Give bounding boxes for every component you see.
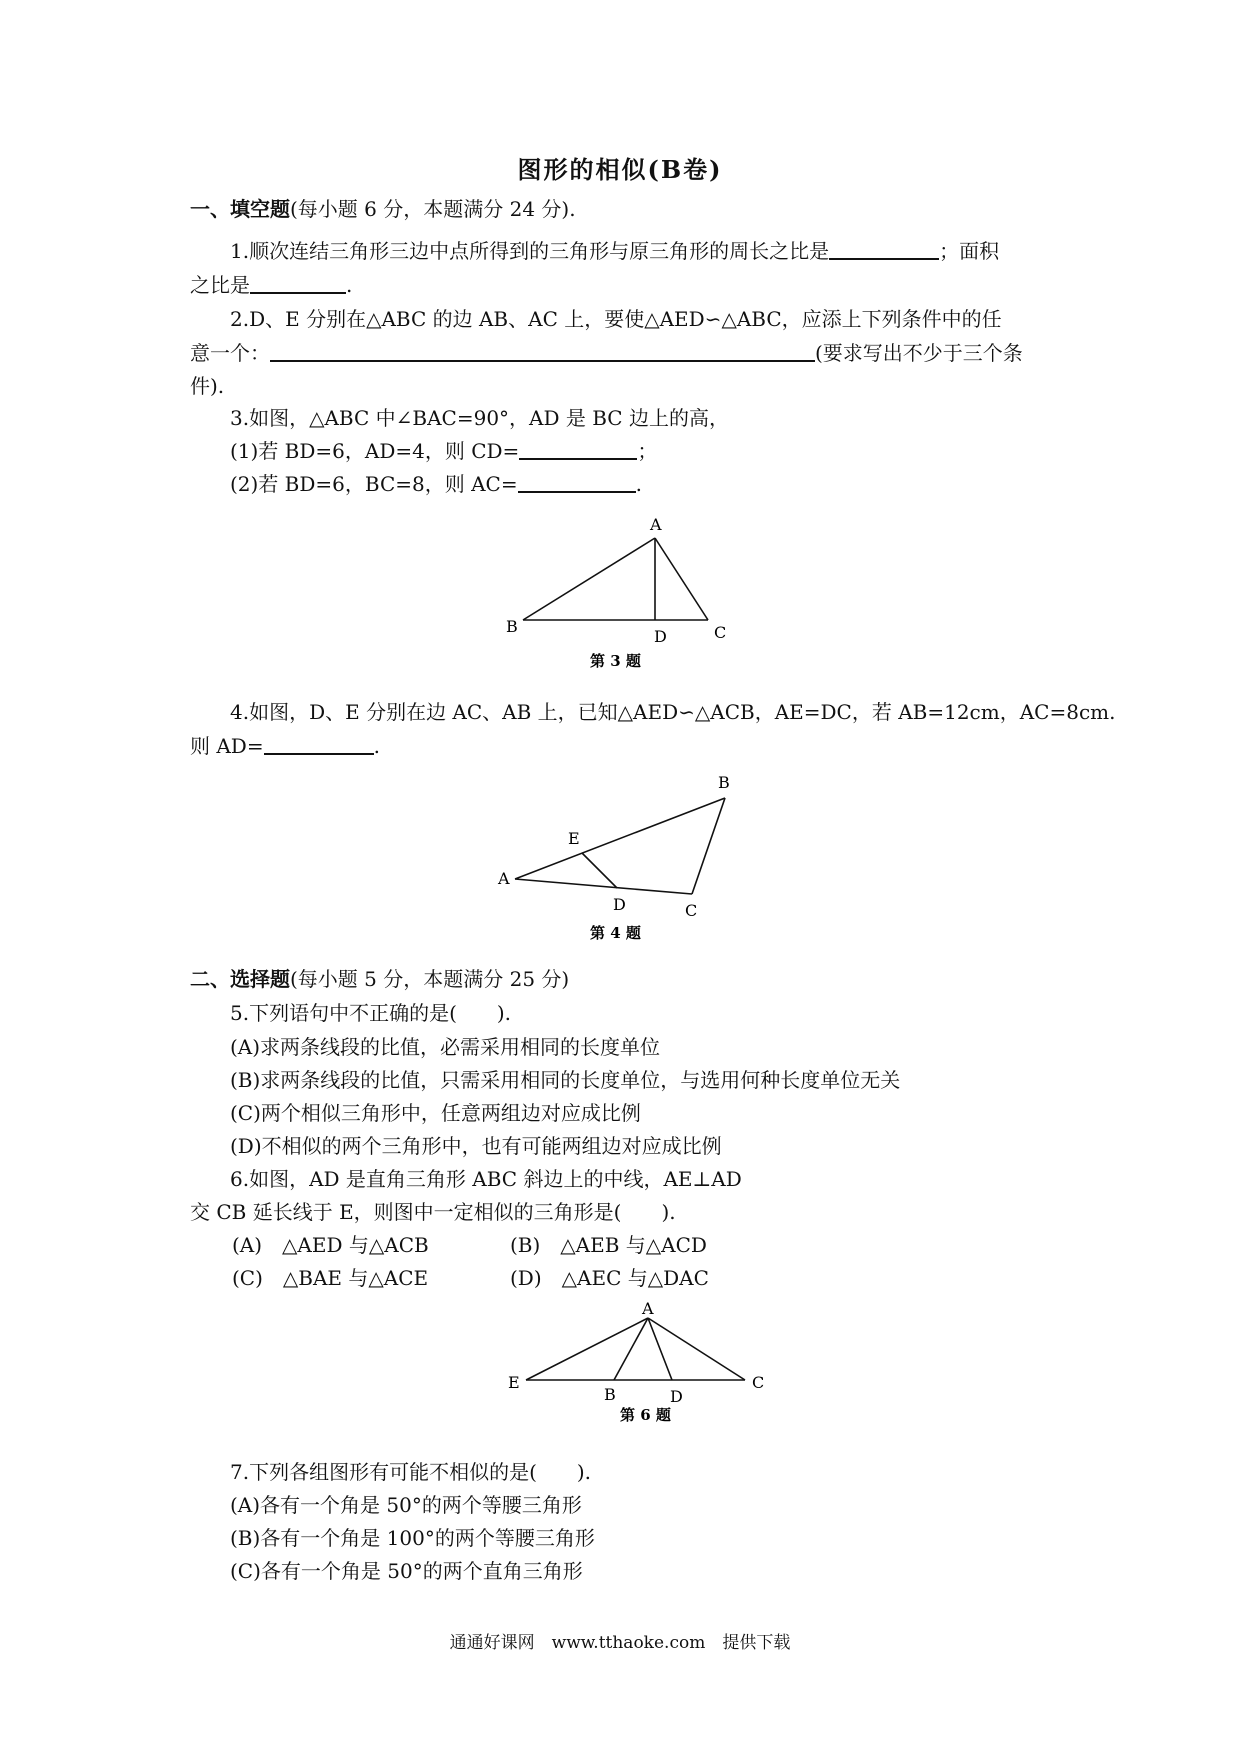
fig3-side-ac [655, 538, 708, 620]
q7-option-a[interactable]: (A)各有一个角是 50°的两个等腰三角形 [230, 1493, 582, 1517]
fig6-label-b: B [604, 1385, 616, 1404]
q4-line2 [190, 733, 380, 759]
fig4-label-b: B [718, 773, 730, 792]
fig3-label-a: A [650, 515, 662, 534]
fig3-label-c: C [714, 623, 727, 642]
q1-text-ratio: 之比是 [190, 273, 250, 297]
fig4-label-e: E [568, 829, 580, 848]
q4-period: . [373, 734, 380, 758]
footer-source: 通通好课网 www.tthaoke.com 提供下载 [449, 1633, 791, 1653]
fig6-label-d: D [670, 1387, 683, 1406]
q5-option-c[interactable]: (C)两个相似三角形中，任意两组边对应成比例 [230, 1101, 641, 1125]
q3-stem: 3.如图，△ABC 中∠BAC=90°，AD 是 BC 边上的高， [230, 406, 729, 430]
fig6-caption: 第 6 题 [620, 1406, 671, 1424]
q3-sub1-end: ； [637, 439, 658, 463]
q7-option-c[interactable]: (C)各有一个角是 50°的两个直角三角形 [230, 1559, 583, 1583]
section2-header [190, 966, 569, 992]
q2-line1: 2.D、E 分别在△ABC 的边 AB、AC 上，要使△AED∽△ABC，应添上下列条件中的任 [230, 307, 1002, 331]
page-title: 图形的相似(B卷) [517, 155, 723, 184]
q1-line1 [230, 238, 999, 264]
q2-blank-conditions[interactable] [270, 340, 815, 362]
q5-option-a[interactable]: (A)求两条线段的比值，必需采用相同的长度单位 [230, 1035, 661, 1059]
q6-option-c[interactable]: (C) △BAE 与△ACE [232, 1266, 429, 1290]
fig4-label-d: D [613, 895, 626, 914]
section1-heading: 一、填空题 [190, 197, 290, 221]
fig4-side-bc [692, 798, 725, 894]
q1-text-area: ；面积 [939, 239, 1000, 263]
q6-stem-line1: 6.如图，AD 是直角三角形 ABC 斜边上的中线，AE⊥AD [230, 1167, 742, 1191]
section2-heading: 二、选择题 [190, 967, 290, 991]
figure-3 [490, 508, 740, 678]
fig3-side-ab [523, 538, 655, 620]
q4-line1: 4.如图，D、E 分别在边 AC、AB 上，已知△AED∽△ACB，AE=DC，若 AB=12cm，AC=8cm. [230, 700, 1116, 724]
section1-note: (每小题 6 分，本题满分 24 分). [290, 197, 576, 221]
section2-note: (每小题 5 分，本题满分 25 分) [290, 967, 570, 991]
fig3-label-d: D [654, 627, 667, 646]
q2-text-require: (要求写出不少于三个条 [815, 341, 1023, 365]
q4-blank-ad[interactable] [264, 733, 374, 755]
q3-blank-cd[interactable] [519, 438, 637, 460]
q7-option-b[interactable]: (B)各有一个角是 100°的两个等腰三角形 [230, 1526, 595, 1550]
q3-sub1 [230, 438, 657, 464]
fig4-caption: 第 4 题 [590, 924, 641, 942]
q5-option-d[interactable]: (D)不相似的两个三角形中，也有可能两组边对应成比例 [230, 1134, 722, 1158]
fig6-segment-ae [526, 1318, 648, 1380]
q3-sub1-text: (1)若 BD=6，AD=4，则 CD= [230, 439, 520, 463]
fig6-segment-ac [648, 1318, 745, 1380]
q7-stem: 7.下列各组图形有可能不相似的是( ). [230, 1460, 592, 1484]
figure-4 [490, 766, 750, 946]
q6-option-d[interactable]: (D) △AEC 与△DAC [510, 1266, 709, 1290]
figure-6 [500, 1296, 770, 1426]
q6-option-b[interactable]: (B) △AEB 与△ACD [510, 1233, 707, 1257]
fig6-label-c: C [752, 1373, 765, 1392]
q1-blank-perimeter[interactable] [829, 238, 939, 260]
q1-text: 1.顺次连结三角形三边中点所得到的三角形与原三角形的周长之比是 [230, 239, 830, 263]
fig4-segment-ed [582, 853, 617, 888]
fig3-caption: 第 3 题 [590, 652, 641, 670]
q1-period: . [346, 273, 353, 297]
fig6-label-e: E [508, 1373, 520, 1392]
fig3-label-b: B [506, 617, 518, 636]
q5-stem: 5.下列语句中不正确的是( ). [230, 1001, 512, 1025]
q3-sub2-end: . [635, 472, 642, 496]
q2-line2 [190, 340, 1023, 366]
q3-sub2 [230, 471, 642, 497]
q1-line2 [190, 272, 352, 298]
q6-stem-line2: 交 CB 延长线于 E，则图中一定相似的三角形是( ). [190, 1200, 676, 1224]
q2-line3: 件). [190, 374, 225, 398]
fig4-label-a: A [498, 869, 510, 888]
fig6-segment-ad [648, 1318, 672, 1380]
q2-text-any: 意一个： [190, 341, 270, 365]
q1-blank-area[interactable] [250, 272, 346, 294]
fig4-side-ac [515, 879, 692, 894]
q3-sub2-text: (2)若 BD=6，BC=8，则 AC= [230, 472, 518, 496]
q3-blank-ac[interactable] [518, 471, 636, 493]
fig6-label-a: A [642, 1299, 654, 1318]
q6-option-a[interactable]: (A) △AED 与△ACB [232, 1233, 429, 1257]
section1-header [190, 196, 576, 222]
fig4-label-c: C [685, 901, 698, 920]
q5-option-b[interactable]: (B)求两条线段的比值，只需采用相同的长度单位，与选用何种长度单位无关 [230, 1068, 901, 1092]
q4-text-ad: 则 AD= [190, 734, 264, 758]
fig4-side-ab [515, 798, 725, 879]
